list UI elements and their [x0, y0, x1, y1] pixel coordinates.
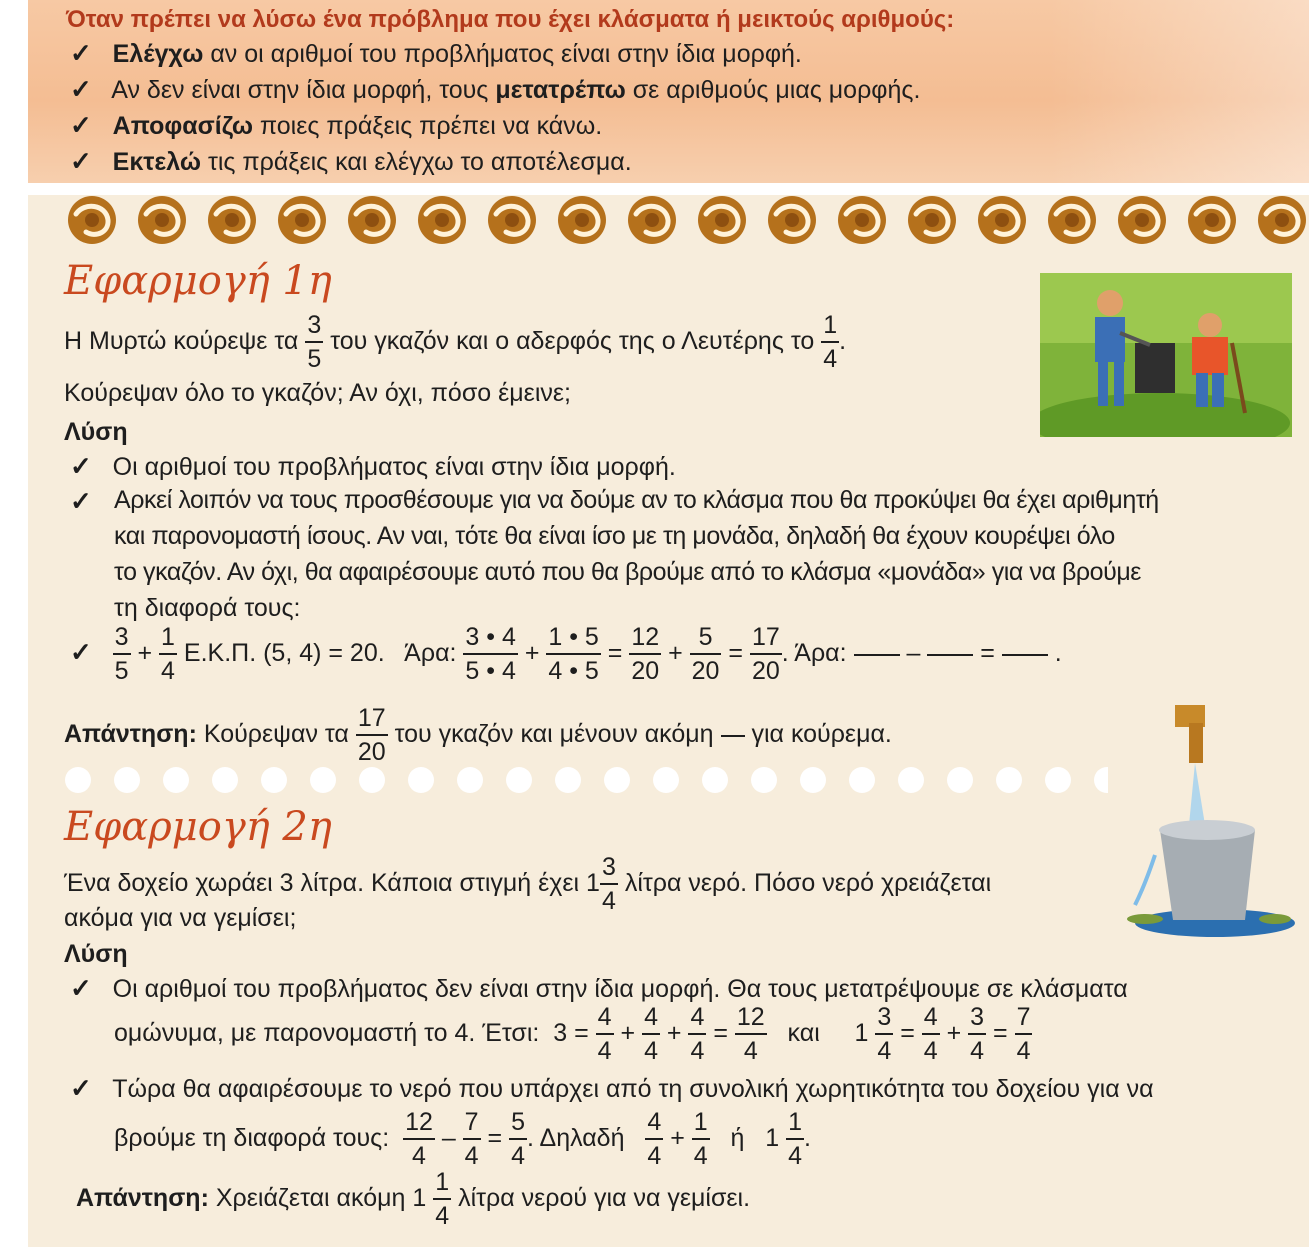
- swirl-ornament: [418, 196, 466, 244]
- water-bucket-illustration: [1105, 705, 1295, 940]
- divider-dot: [849, 767, 875, 793]
- check-icon: ✓: [70, 74, 92, 104]
- app1-step-2-line: τη διαφορά τους:: [114, 594, 301, 622]
- check-icon: ✓: [70, 38, 92, 68]
- swirl-ornament: [348, 196, 396, 244]
- divider-dot: [1045, 767, 1071, 793]
- swirl-ornament: [908, 196, 956, 244]
- divider-dot: [114, 767, 140, 793]
- app1-problem-line2: Κούρεψαν όλο το γκαζόν; Αν όχι, πόσο έμεινε;: [64, 379, 571, 407]
- divider-dot: [800, 767, 826, 793]
- app1-answer: Απάντηση: Κούρεψαν τα $\frac{17}{20}$ του γκαζόν και μένουν ακόμη για κούρεμα.: [64, 704, 892, 766]
- app2-step-2: ✓ Τώρα θα αφαιρέσουμε το νερό που υπάρχει από τη συνολική χωρητικότητα του δοχείου για να: [70, 1073, 1154, 1103]
- swirl-ornament: [978, 196, 1026, 244]
- dots-divider: [28, 763, 1108, 797]
- divider-dot: [261, 767, 287, 793]
- answer-blank: [1002, 654, 1048, 656]
- app2-answer: Απάντηση: Χρειάζεται ακόμη 1 $\frac{1}{4}$ λίτρα νερού για να γεμίσει.: [76, 1168, 751, 1230]
- fraction: $\frac{3}{5}$: [114, 623, 129, 685]
- app1-solution-label: Λύση: [64, 418, 128, 446]
- check-icon: ✓: [70, 451, 92, 481]
- swirl-ornament: [768, 196, 816, 244]
- swirl-ornament: [208, 196, 256, 244]
- app2-step-1-line2: ομώνυμα, με παρονομαστή το 4. Έτσι: 3 = $\frac{4}{4}$ + $\frac{4}{4}$ + $\frac{4}{4}$ = $\frac{12}{4}$ και 1 $\frac{3}{4}$ = $\frac{4}{4}$ + $\frac{3}{4}$ = $\frac{7}{4}$: [114, 1003, 1031, 1065]
- application-2-title: Εφαρμογή 2η: [64, 804, 332, 850]
- swirl-border: [28, 192, 1309, 250]
- fraction: $\frac{1}{4}$: [161, 623, 175, 685]
- check-icon: ✓: [70, 637, 92, 668]
- check-icon-step2: ✓: [70, 486, 92, 516]
- divider-dot: [555, 767, 581, 793]
- swirl-ornament: [278, 196, 326, 244]
- divider-dot: [996, 767, 1022, 793]
- fraction: $\frac{3}{5}$: [307, 311, 322, 373]
- fraction: $\frac{4}{4}$: [644, 1003, 658, 1065]
- app1-step-2-line: το γκαζόν. Αν όχι, θα αφαιρέσουμε αυτό που θα βρούμε από το κλάσμα «μονάδα» για να βρούμε: [114, 558, 1141, 586]
- fraction: $\frac{17}{20}$: [357, 704, 386, 766]
- swirl-ornament: [628, 196, 676, 244]
- divider-dot: [604, 767, 630, 793]
- lawn-mowing-illustration: [1040, 273, 1292, 437]
- swirl-ornament: [68, 196, 116, 244]
- tip-item: ✓ Ελέγχω αν οι αριθμοί του προβλήματος είναι στην ίδια μορφή.: [70, 38, 802, 68]
- divider-dot: [310, 767, 336, 793]
- swirl-ornament: [1118, 196, 1166, 244]
- app2-problem-line2: ακόμα για να γεμίσει;: [64, 904, 297, 932]
- fraction: $\frac{17}{20}$: [751, 623, 780, 685]
- fraction: $\frac{3}{4}$: [970, 1003, 985, 1065]
- answer-blank: [927, 654, 973, 656]
- divider-dot: [212, 767, 238, 793]
- divider-dot: [163, 767, 189, 793]
- fraction: $\frac{12}{20}$: [631, 623, 660, 685]
- fraction: $\frac{4}{4}$: [923, 1003, 938, 1065]
- fraction: $\frac{1}{4}$: [823, 311, 838, 373]
- fraction: $\frac{3}{4}$: [601, 853, 616, 915]
- swirl-ornament: [698, 196, 746, 244]
- tip-item: ✓ Αποφασίζω ποιες πράξεις πρέπει να κάνω.: [70, 110, 603, 140]
- divider-dot: [1094, 767, 1108, 793]
- swirl-ornament: [838, 196, 886, 244]
- swirl-ornament: [1188, 196, 1236, 244]
- divider-dot: [898, 767, 924, 793]
- divider-dot: [702, 767, 728, 793]
- app2-problem: Ένα δοχείο χωράει 3 λίτρα. Κάποια στιγμή έχει 1 $\frac{3}{4}$ λίτρα νερό. Πόσο νερό χρειάζεται: [64, 853, 992, 915]
- fraction: $\frac{4}{4}$: [647, 1108, 662, 1170]
- fraction: $\frac{5}{4}$: [511, 1108, 525, 1170]
- fraction: $\frac{4}{4}$: [597, 1003, 612, 1065]
- app1-step-2-line: και παρονομαστή ίσους. Αν ναι, τότε θα είναι ίσο με τη μονάδα, δηλαδή θα έχουν κουρέψει όλο: [114, 522, 1115, 550]
- check-icon: ✓: [70, 146, 92, 176]
- fraction: $\frac{7}{4}$: [1016, 1003, 1031, 1065]
- swirl-ornament: [488, 196, 536, 244]
- answer-blank: [721, 735, 745, 737]
- app1-step-3: ✓ $\frac{3}{5}$ + $\frac{1}{4}$ Ε.Κ.Π. (5, 4) = 20. Άρα: $\frac{3 • 4}{5 • 4}$ + $\frac{1 • 5}{4 • 5}$ = $\frac{12}{20}$ + $\frac{5}{20}$ = $\frac{17}{20}$ . Άρα: – = .: [70, 623, 1062, 685]
- check-icon: ✓: [70, 110, 92, 140]
- app2-step-1: ✓ Οι αριθμοί του προβλήματος δεν είναι στην ίδια μορφή. Θα τους μετατρέψουμε σε κλάσματα: [70, 973, 1128, 1003]
- application-1-title: Εφαρμογή 1η: [64, 258, 332, 304]
- fraction: $\frac{3}{4}$: [877, 1003, 892, 1065]
- app1-problem: Η Μυρτώ κούρεψε τα $\frac{3}{5}$ του γκαζόν και ο αδερφός της ο Λευτέρης το $\frac{1}{4}$ .: [64, 311, 847, 373]
- fraction: $\frac{5}{20}$: [691, 623, 720, 685]
- app1-step-1: ✓ Οι αριθμοί του προβλήματος είναι στην ίδια μορφή.: [70, 451, 676, 481]
- fraction: $\frac{1}{4}$: [788, 1108, 802, 1170]
- app2-step-2-line2: βρούμε τη διαφορά τους: $\frac{12}{4}$ – $\frac{7}{4}$ = $\frac{5}{4}$ . Δηλαδή $\frac{4}{4}$ + $\frac{1}{4}$ ή 1 $\frac{1}{4}$ .: [114, 1108, 811, 1170]
- fraction: $\frac{1}{4}$: [435, 1168, 450, 1230]
- swirl-ornament: [1258, 196, 1306, 244]
- swirl-ornament: [558, 196, 606, 244]
- app1-step-2-line: Αρκεί λοιπόν να τους προσθέσουμε για να δούμε αν το κλάσμα που θα προκύψει θα έχει αριθμητή: [114, 486, 1159, 514]
- swirl-ornament: [138, 196, 186, 244]
- divider-dot: [653, 767, 679, 793]
- divider-dot: [65, 767, 91, 793]
- tip-item: ✓ Εκτελώ τις πράξεις και ελέγχω το αποτέλεσμα.: [70, 146, 632, 176]
- check-icon: ✓: [70, 973, 92, 1003]
- fraction: $\frac{12}{4}$: [736, 1003, 765, 1065]
- divider-dot: [506, 767, 532, 793]
- divider-dot: [751, 767, 777, 793]
- fraction: $\frac{1 • 5}{4 • 5}$: [548, 623, 599, 685]
- divider-dot: [947, 767, 973, 793]
- fraction: $\frac{7}{4}$: [464, 1108, 479, 1170]
- fraction: $\frac{4}{4}$: [690, 1003, 705, 1065]
- check-icon: ✓: [70, 1073, 92, 1103]
- tips-title: Όταν πρέπει να λύσω ένα πρόβλημα που έχει κλάσματα ή μεικτούς αριθμούς:: [66, 6, 955, 33]
- tip-item: ✓ Αν δεν είναι στην ίδια μορφή, τους μετατρέπω σε αριθμούς μιας μορφής.: [70, 74, 921, 104]
- app2-solution-label: Λύση: [64, 940, 128, 968]
- divider-dot: [359, 767, 385, 793]
- divider-dot: [408, 767, 434, 793]
- fraction: $\frac{12}{4}$: [405, 1108, 433, 1170]
- divider-dot: [457, 767, 483, 793]
- answer-blank: [854, 654, 900, 656]
- fraction: $\frac{1}{4}$: [693, 1108, 708, 1170]
- fraction: $\frac{3 • 4}{5 • 4}$: [465, 623, 516, 685]
- swirl-ornament: [1048, 196, 1096, 244]
